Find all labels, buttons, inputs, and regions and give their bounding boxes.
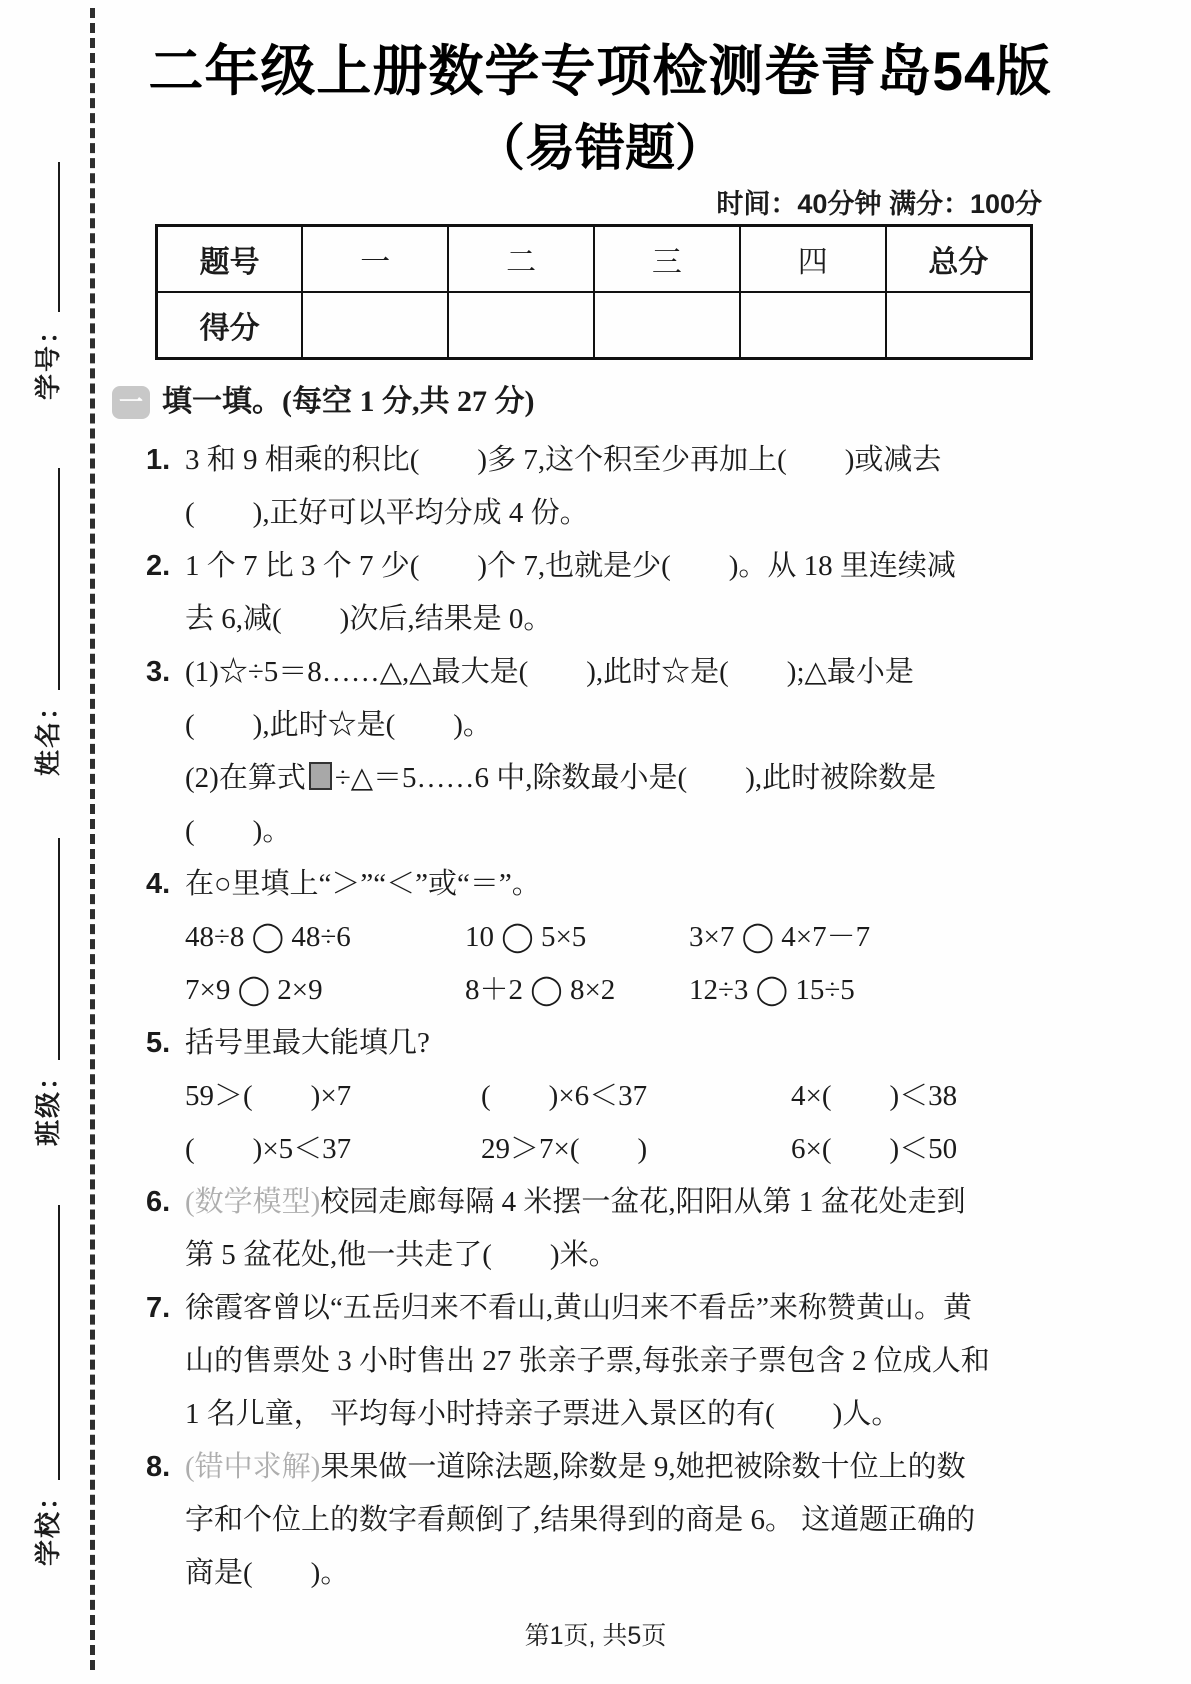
score-table-header-row [157, 226, 1032, 293]
question-line: 徐霞客曾以“五岳归来不看山,黄山归来不看岳”来称赞黄山。黄 [185, 1292, 972, 1324]
inequality-expression: 59＞( )×7 [185, 1080, 352, 1112]
score-cell [302, 292, 448, 359]
question-line [185, 1441, 1090, 1494]
question-line: 1 名儿童， 平均每小时持亲子票进入景区的有( )人。 [185, 1398, 901, 1430]
question-number: 6. [146, 1186, 171, 1218]
score-table-header-cell: 二 [448, 226, 594, 293]
inequality-expression: ( )×5＜37 [185, 1133, 352, 1165]
exam-content [110, 0, 1090, 1600]
question-tag: (数学模型) [185, 1186, 321, 1218]
question-number: 5. [146, 1027, 171, 1059]
student-id-label: 学号： [34, 316, 63, 401]
question-number: 4. [146, 868, 171, 900]
score-table-header-cell: 三 [594, 226, 740, 293]
question-3 [110, 646, 1090, 858]
class-label: 班级： [34, 1062, 63, 1147]
question-line-prefix: (2)在算式 [185, 762, 306, 794]
comparison-expression: 48÷8 ◯ 48÷6 [185, 921, 351, 953]
question-text: 校园走廊每隔 4 米摆一盆花,阳阳从第 1 盆花处走到 [320, 1186, 966, 1218]
section-number-badge: 一 [112, 386, 150, 419]
score-table-header-cell: 一 [302, 226, 448, 293]
score-table [155, 224, 1033, 360]
inequality-expression: 29＞7×( ) [481, 1133, 648, 1165]
comparison-expression: 7×9 ◯ 2×9 [185, 974, 323, 1006]
name-blank-line [58, 468, 60, 690]
inequality-row [185, 1070, 1090, 1123]
comparison-row [185, 964, 1090, 1017]
questions-area [110, 434, 1090, 1600]
inequality-expression: 4×( )＜38 [791, 1080, 958, 1112]
question-line: 山的售票处 3 小时售出 27 张亲子票,每张亲子票包含 2 位成人和 [185, 1345, 990, 1377]
question-line: 去 6,减( )次后,结果是 0。 [185, 603, 553, 635]
question-number: 8. [146, 1451, 171, 1483]
comparison-expression: 12÷3 ◯ 15÷5 [689, 974, 855, 1006]
question-line: ( )。 [185, 815, 292, 847]
page-indicator: 第1页, 共5页 [524, 1622, 667, 1650]
question-prompt: 在○里填上“＞”“＜”或“＝”。 [185, 868, 541, 900]
question-5 [110, 1017, 1090, 1176]
comparison-expression: 3×7 ◯ 4×7－7 [689, 921, 871, 953]
question-8 [110, 1441, 1090, 1600]
page-subtitle: （易错题） [475, 120, 725, 176]
page-title: 二年级上册数学专项检测卷青岛54版 [148, 40, 1052, 102]
student-id-blank-line [58, 162, 60, 312]
question-2 [110, 540, 1090, 646]
score-cell [886, 292, 1032, 359]
score-table-header-cell: 题号 [157, 226, 303, 293]
name-label: 姓名： [34, 692, 63, 777]
comparison-expression: 8＋2 ◯ 8×2 [465, 974, 616, 1006]
question-1 [110, 434, 1090, 540]
score-row-label: 得分 [157, 292, 303, 359]
question-line [185, 1176, 1090, 1229]
school-blank-line [58, 1205, 60, 1480]
score-table-header-cell: 四 [740, 226, 886, 293]
exam-meta: 时间：40分钟 满分：100分 [716, 189, 1042, 219]
question-4 [110, 858, 1090, 1017]
question-number: 7. [146, 1292, 171, 1324]
question-prompt: 括号里最大能填几? [185, 1027, 430, 1059]
question-number: 2. [146, 550, 171, 582]
question-line [185, 752, 1090, 805]
class-blank-line [58, 838, 60, 1060]
score-table-score-row [157, 292, 1032, 359]
inequality-row [185, 1123, 1090, 1176]
inequality-expression: ( )×6＜37 [481, 1080, 648, 1112]
question-number: 1. [146, 444, 171, 476]
school-label: 学校： [34, 1482, 63, 1567]
question-line: 第 5 盆花处,他一共走了( )米。 [185, 1239, 618, 1271]
question-line: 1 个 7 比 3 个 7 少( )个 7,也就是少( )。从 18 里连续减 [185, 550, 956, 582]
question-line-suffix: ÷△＝5……6 中,除数最小是( ),此时被除数是 [334, 762, 937, 794]
section-title: 填一填。(每空 1 分,共 27 分) [162, 385, 535, 418]
score-cell [740, 292, 886, 359]
score-cell [594, 292, 740, 359]
gray-square-icon [309, 762, 332, 790]
question-line: 3 和 9 相乘的积比( )多 7,这个积至少再加上( )或减去 [185, 444, 942, 476]
question-number: 3. [146, 656, 171, 688]
question-line: ( ),正好可以平均分成 4 份。 [185, 497, 589, 529]
question-text: 果果做一道除法题,除数是 9,她把被除数十位上的数 [320, 1451, 966, 1483]
score-cell [448, 292, 594, 359]
section-one-header [112, 380, 1090, 424]
question-7 [110, 1282, 1090, 1441]
question-line: 商是( )。 [185, 1557, 350, 1589]
question-6 [110, 1176, 1090, 1282]
question-line: (1)☆÷5＝8……△,△最大是( ),此时☆是( );△最小是 [185, 656, 914, 688]
question-line: ( ),此时☆是( )。 [185, 709, 492, 741]
question-line: 字和个位上的数字看颠倒了,结果得到的商是 6。 这道题正确的 [185, 1504, 976, 1536]
comparison-expression: 10 ◯ 5×5 [465, 921, 587, 953]
question-tag: (错中求解) [185, 1451, 321, 1483]
score-table-header-cell: 总分 [886, 226, 1032, 293]
comparison-row [185, 911, 1090, 964]
cut-line-dashed-divider [90, 8, 95, 1670]
inequality-expression: 6×( )＜50 [791, 1133, 958, 1165]
